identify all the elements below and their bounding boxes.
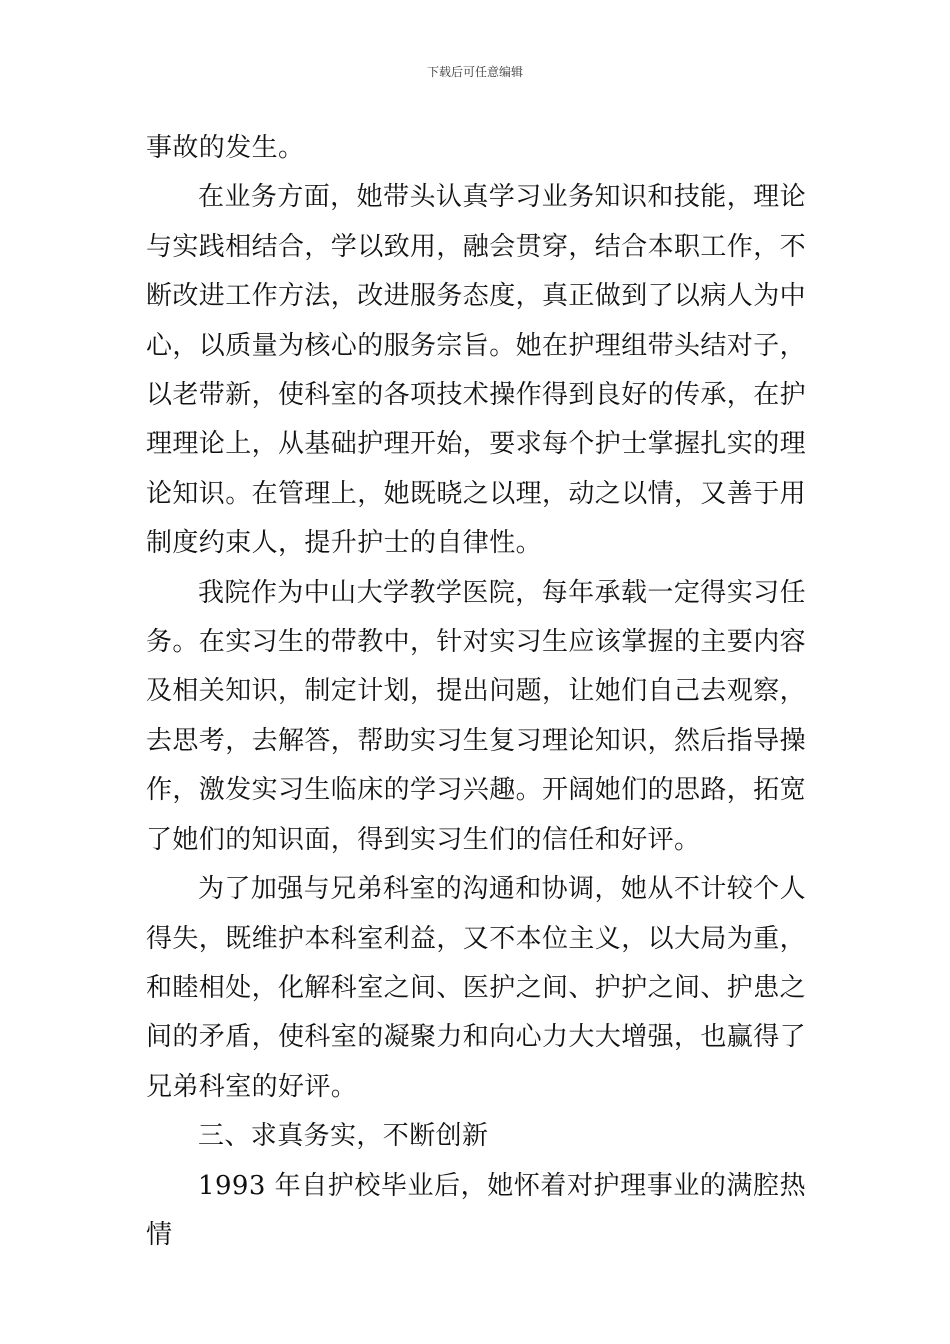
- page-header: 下载后可任意编辑: [426, 65, 523, 79]
- paragraph-coordination: 为了加强与兄弟科室的沟通和协调，她从不计较个人得失，既维护本科室利益，又不本位主义，以大局为重，和睦相处，化解科室之间、医护之间、护护之间、护患之间的矛盾，使科室的凝聚力和向心力大大增强，也赢得了兄弟科室的好评。: [146, 874, 807, 1102]
- paragraph-career: 1993 年自护校毕业后，她怀着对护理事业的满腔热情: [146, 1170, 806, 1250]
- paragraph-business: 在业务方面，她带头认真学习业务知识和技能，理论与实践相结合，学以致用，融会贯穿，结合本职工作，不断改进工作方法，改进服务态度，真正做到了以病人为中心，以质量为核心的服务宗旨。她在护理组带头结对子，以老带新，使科室的各项技术操作得到良好的传承，在护理理论上，从基础护理开始，要求每个护士掌握扎实的理论知识。在管理上，她既晓之以理，动之以情，又善于用制度约束人，提升护士的自律性。: [146, 182, 807, 559]
- document-body: [146, 124, 806, 1260]
- section-heading: 三、求真务实，不断创新: [198, 1121, 489, 1152]
- paragraph-internship: 我院作为中山大学教学医院，每年承载一定得实习任务。在实习生的带教中，针对实习生应该掌握的主要内容及相关知识，制定计划，提出问题，让她们自己去观察，去思考，去解答，帮助实习生复习理论知识，然后指导操作，激发实习生临床的学习兴趣。开阔她们的思路，拓宽了她们的知识面，得到实习生们的信任和好评。: [146, 577, 807, 855]
- paragraph-continuation: 事故的发生。: [146, 133, 305, 163]
